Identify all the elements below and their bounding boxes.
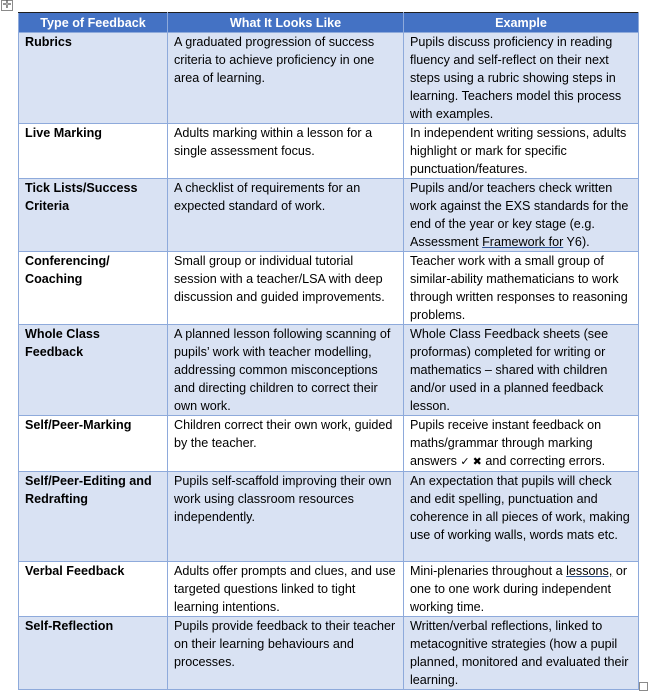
cell-looks-like: Small group or individual tutorial session with a teacher/LSA with deep discussion and guided improvements. [168,252,404,325]
table-row [19,416,639,472]
cell-example: In independent writing sessions, adults highlight or mark for specific punctuation/features. [404,124,639,179]
table-row [19,179,639,252]
table-move-handle-icon[interactable]: ✛ [2,0,12,11]
cell-example [404,416,639,472]
table-header-row [19,13,639,33]
cell-looks-like: A graduated progression of success criteria to achieve proficiency in one area of learning. [168,33,404,124]
example-text: Pupils and/or teachers check written work against the EXS standards for the end of the year or key stage (e.g. Assessment [410,181,629,249]
example-text: or one to one work during independent working time. [410,564,628,614]
table-row [19,325,639,416]
table-row [19,472,639,562]
cell-type: Self/Peer-Marking [19,416,168,472]
example-text: Pupils receive instant feedback on maths/grammar through marking answers [410,418,602,468]
cell-type: Self/Peer-Editing and Redrafting [19,472,168,562]
example-text: Y6). [563,235,590,249]
table-resize-handle-icon[interactable] [639,682,648,691]
cell-type: Live Marking [19,124,168,179]
cell-looks-like: Adults marking within a lesson for a single assessment focus. [168,124,404,179]
cell-example: Whole Class Feedback sheets (see proformas) completed for writing or mathematics – shared with children and/or used in a planned feedback lesson. [404,325,639,416]
cell-example [404,562,639,617]
cell-example: Pupils discuss proficiency in reading fluency and self-reflect on their next steps using a rubric showing steps in learning. Teachers model this process with examples. [404,33,639,124]
cell-looks-like: Children correct their own work, guided by the teacher. [168,416,404,472]
header-what-it-looks-like: What It Looks Like [168,13,404,33]
spellcheck-underlined-text: lessons, [566,564,613,578]
cell-type: Conferencing/ Coaching [19,252,168,325]
cell-type: Verbal Feedback [19,562,168,617]
cell-example: Written/verbal reflections, linked to metacognitive strategies (how a pupil planned, monitored and evaluated their learning. [404,617,639,690]
cell-looks-like: Pupils self-scaffold improving their own work using classroom resources independently. [168,472,404,562]
cell-example: An expectation that pupils will check and edit spelling, punctuation and coherence in all pieces of work, making use of working walls, words mats etc. [404,472,639,562]
cell-type: Self-Reflection [19,617,168,690]
tick-cross-icon: ✓ ✖ [460,456,482,468]
example-text: and correcting errors. [481,454,606,468]
header-type-of-feedback: Type of Feedback [19,13,168,33]
table-row [19,562,639,617]
table-row [19,124,639,179]
cell-example: Teacher work with a small group of similar-ability mathematicians to work through written responses to reasoning problems. [404,252,639,325]
cell-looks-like: Pupils provide feedback to their teacher on their learning behaviours and processes. [168,617,404,690]
cell-looks-like: A planned lesson following scanning of pupils’ work with teacher modelling, addressing common misconceptions and directing children to correct their own work. [168,325,404,416]
header-example: Example [404,13,639,33]
cell-type: Whole Class Feedback [19,325,168,416]
table-row [19,617,639,690]
cell-looks-like: Adults offer prompts and clues, and use targeted questions linked to tight learning intentions. [168,562,404,617]
cell-example [404,179,639,252]
cell-type: Tick Lists/Success Criteria [19,179,168,252]
feedback-types-table [18,12,639,690]
table-row [19,252,639,325]
cell-type: Rubrics [19,33,168,124]
cell-looks-like: A checklist of requirements for an expected standard of work. [168,179,404,252]
table-row [19,33,639,124]
spellcheck-underlined-text: Framework for [482,235,564,249]
example-text: Mini-plenaries throughout a [410,564,567,578]
